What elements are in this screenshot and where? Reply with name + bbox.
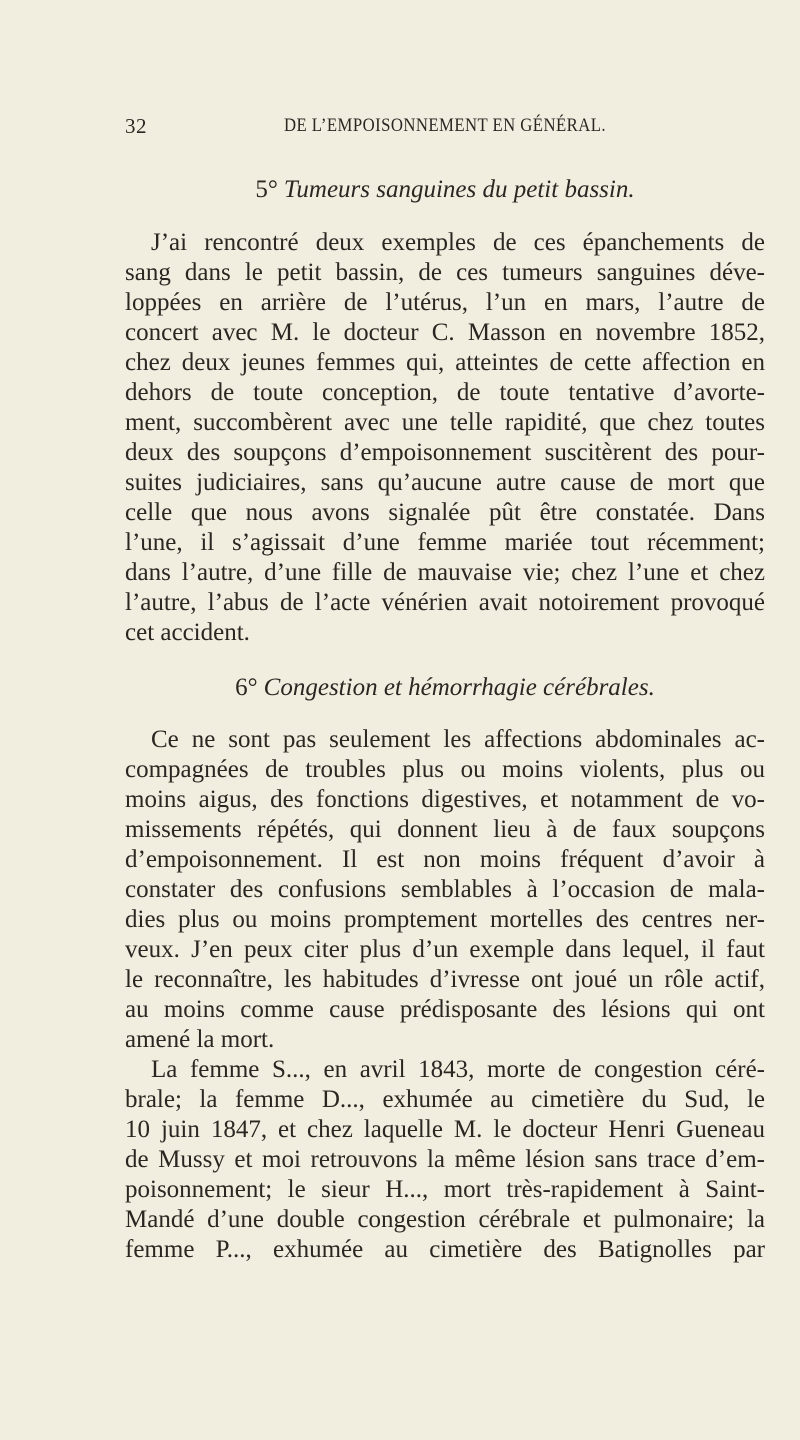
text-line: au moins comme cause prédisposante des lésions qui ont — [125, 996, 765, 1023]
text-line: l’autre, l’abus de l’acte vénérien avait notoirement provoqué — [125, 589, 765, 616]
text-line: le reconnaître, les habitudes d’ivresse ont joué un rôle actif, — [125, 966, 765, 993]
section-number: 5° — [255, 176, 278, 203]
paragraph — [125, 725, 765, 1055]
text-line: J’ai rencontré deux exemples de ces épanchements de — [151, 229, 765, 256]
section-number: 6° — [235, 674, 258, 701]
text-line: ment, succombèrent avec une telle rapidité, que chez toutes — [125, 409, 765, 436]
text-line: celle que nous avons signalée pût être constatée. Dans — [125, 499, 765, 526]
text-line: deux des soupçons d’empoisonnement suscitèrent des pour- — [125, 439, 765, 466]
text-line: d’empoisonnement. Il est non moins fréquent d’avoir à — [125, 846, 765, 873]
section-heading-5 — [125, 176, 765, 204]
text-line: 10 juin 1847, et chez laquelle M. le docteur Henri Gueneau — [125, 1116, 765, 1143]
paragraph — [125, 1055, 765, 1265]
text-line: veux. J’en peux citer plus d’un exemple dans lequel, il faut — [125, 936, 765, 963]
section-title: Tumeurs sanguines du petit bassin. — [283, 176, 635, 203]
text-line: missements répétés, qui donnent lieu à de faux soupçons — [125, 816, 765, 843]
running-title: DE L’EMPOISONNEMENT EN GÉNÉRAL. — [283, 115, 607, 136]
text-line: dies plus ou moins promptement mortelles des centres ner- — [125, 906, 765, 933]
page-number: 32 — [125, 114, 147, 138]
paragraph — [125, 228, 765, 648]
text-line: dans l’autre, d’une fille de mauvaise vie; chez l’une et chez — [125, 559, 765, 586]
section-heading-6 — [125, 674, 765, 702]
text-line: concert avec M. le docteur C. Masson en novembre 1852, — [125, 319, 765, 346]
text-line: loppées en arrière de l’utérus, l’un en mars, l’autre de — [125, 289, 765, 316]
text-line: Ce ne sont pas seulement les affections abdominales ac- — [151, 726, 765, 753]
text-line: femme P..., exhumée au cimetière des Batignolles par — [125, 1236, 765, 1263]
text-line: cet accident. — [125, 619, 250, 646]
text-line: de Mussy et moi retrouvons la même lésion sans trace d’em- — [125, 1146, 765, 1173]
text-line: constater des confusions semblables à l’occasion de mala- — [125, 876, 765, 903]
text-line: brale; la femme D..., exhumée au cimetière du Sud, le — [125, 1086, 765, 1113]
text-line: Mandé d’une double congestion cérébrale et pulmonaire; la — [125, 1206, 765, 1233]
text-line: l’une, il s’agissait d’une femme mariée tout récemment; — [125, 529, 765, 556]
text-line: La femme S..., en avril 1843, morte de congestion céré- — [151, 1056, 765, 1083]
text-line: poisonnement; le sieur H..., mort très-rapidement à Saint- — [125, 1176, 765, 1203]
running-header — [125, 114, 765, 144]
section-title: Congestion et hémorrhagie cérébrales. — [263, 674, 655, 701]
text-line: moins aigus, des fonctions digestives, et notamment de vo- — [125, 786, 765, 813]
text-line: dehors de toute conception, de toute tentative d’avorte- — [125, 379, 765, 406]
text-line: sang dans le petit bassin, de ces tumeurs sanguines déve- — [125, 259, 765, 286]
text-line: amené la mort. — [125, 1026, 275, 1053]
text-line: compagnées de troubles plus ou moins violents, plus ou — [125, 756, 765, 783]
text-line: chez deux jeunes femmes qui, atteintes de cette affection en — [125, 349, 765, 376]
text-line: suites judiciaires, sans qu’aucune autre cause de mort que — [125, 469, 765, 496]
